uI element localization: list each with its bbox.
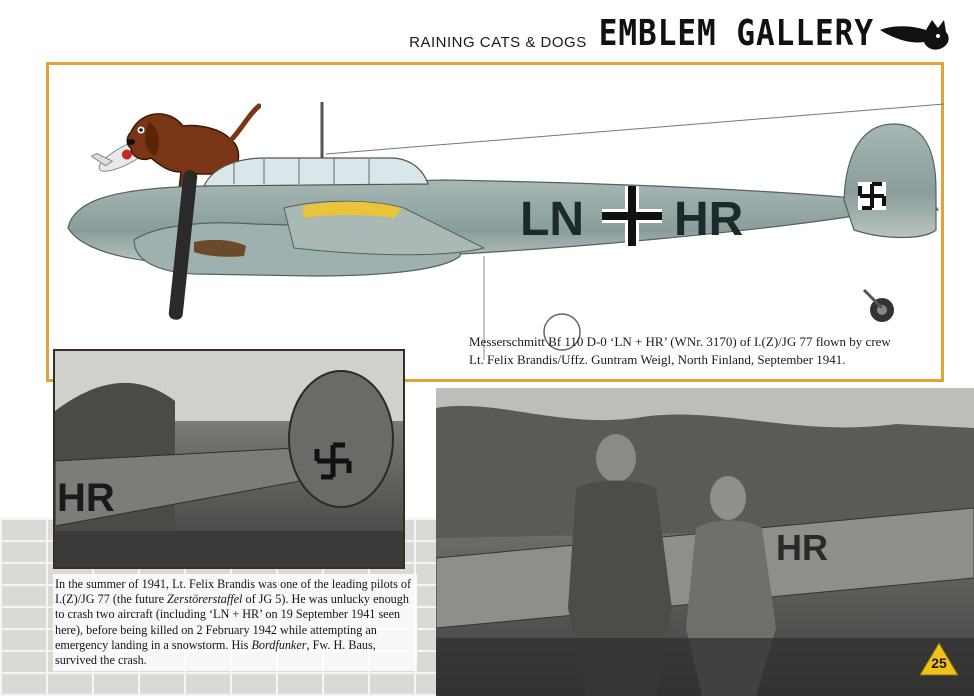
fuselage-code-left: LN: [520, 193, 584, 246]
article-text-2: of JG 5). He was unlucky enough to crash two aircraft (including ‘LN + HR’ on 19 September 1941 seen here), before being killed on 2 February 1942 while attempting an emergency landing in a snowstorm. His: [55, 592, 409, 652]
wreck-code-left: HR: [57, 476, 115, 520]
article-caption: [53, 574, 417, 671]
aircraft-profile-panel: [46, 62, 944, 382]
page-number: 25: [931, 655, 947, 671]
section-label: RAINING CATS & DOGS: [409, 34, 587, 51]
wreck-photo-left: [53, 349, 405, 569]
gallery-title: EMBLEM GALLERY: [598, 12, 874, 54]
article-text-3: , Fw. H. Baus, survived the crash.: [55, 637, 376, 668]
profile-caption: [469, 333, 929, 369]
bf110-aircraft-profile: [64, 80, 954, 370]
crew-photo-right: [436, 388, 974, 696]
profile-caption-line-1: Messerschmitt Bf 110 D-0 ‘LN + HR’ (WNr. 3170) of I.(Z)/JG 77 flown by crew: [469, 334, 891, 349]
article-italic-zerstorerstaffel: Zerstörerstaffel: [167, 592, 243, 607]
page-header: [409, 14, 874, 54]
article-text-1: In the summer of 1941, Lt. Felix Brandis was one of the leading pilots of I.(Z)/JG 77 (the future: [55, 577, 412, 607]
black-cat-logo-icon: [878, 14, 956, 54]
fuselage-code-right: HR: [674, 193, 744, 246]
wreck-code-right: HR: [776, 527, 828, 568]
swastika-tail-marking-icon: [858, 182, 886, 210]
article-italic-bordfunker: Bordfunker: [251, 637, 307, 652]
profile-caption-line-2: Lt. Felix Brandis/Uffz. Guntram Weigl, North Finland, September 1941.: [469, 352, 846, 367]
